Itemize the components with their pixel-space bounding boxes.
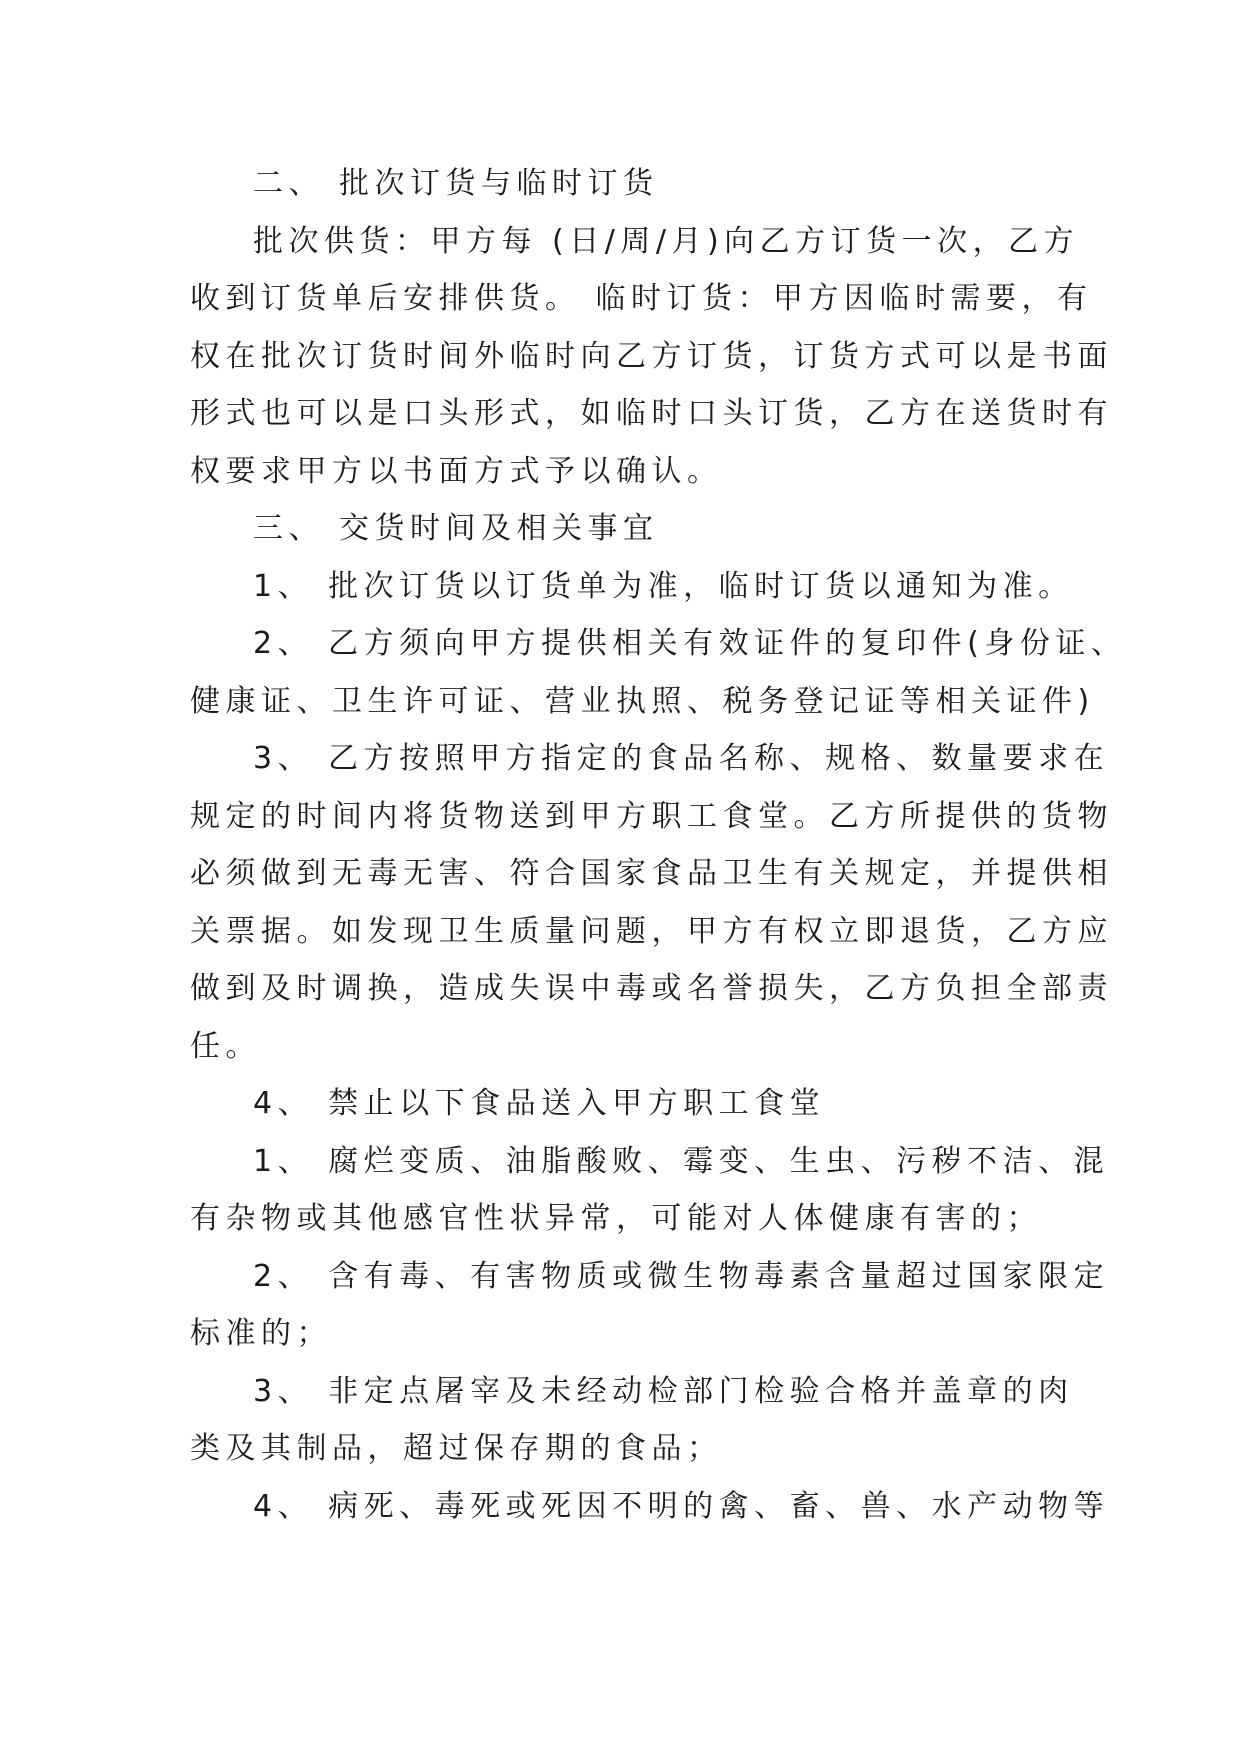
list-item-line: 3、 乙方按照甲方指定的食品名称、规格、数量要求在 [253,741,1110,776]
paragraph-line: 形式也可以是口头形式，如临时口头订货，乙方在送货时有 [190,396,1113,431]
paragraph-line: 任。 [190,1029,261,1064]
paragraph-line: 有杂物或其他感官性状异常，可能对人体健康有害的； [190,1201,1042,1236]
paragraph-line: 类及其制品，超过保存期的食品； [190,1431,723,1466]
paragraph-line: 规定的时间内将货物送到甲方职工食堂。乙方所提供的货物 [190,799,1113,834]
list-item-line: 2、 乙方须向甲方提供相关有效证件的复印件(身份证、 [253,626,1127,661]
paragraph-line: 关票据。如发现卫生质量问题，甲方有权立即退货，乙方应 [190,914,1113,949]
paragraph-line: 标准的； [190,1316,332,1351]
paragraph-line: 收到订货单后安排供货。 临时订货：甲方因临时需要，有 [190,281,1093,316]
paragraph-line: 健康证、卫生许可证、营业执照、税务登记证等相关证件) [190,684,1095,719]
list-item-line: 2、 含有毒、有害物质或微生物毒素含量超过国家限定 [253,1259,1110,1294]
list-item-line: 1、 批次订货以订货单为准，临时订货以通知为准。 [253,569,1074,604]
paragraph-line: 批次供货：甲方每 (日/周/月)向乙方订货一次，乙方 [253,224,1080,259]
paragraph-line: 必须做到无毒无害、符合国家食品卫生有关规定，并提供相 [190,856,1113,891]
list-item-line: 4、 禁止以下食品送入甲方职工食堂 [253,1086,826,1121]
list-item-line: 1、 腐烂变质、油脂酸败、霉变、生虫、污秽不洁、混 [253,1144,1110,1179]
paragraph-line: 权要求甲方以书面方式予以确认。 [190,454,723,489]
list-item-line: 4、 病死、毒死或死因不明的禽、畜、兽、水产动物等 [253,1489,1110,1524]
paragraph-line: 做到及时调换，造成失误中毒或名誉损失，乙方负担全部责 [190,971,1113,1006]
paragraph-line: 权在批次订货时间外临时向乙方订货，订货方式可以是书面 [190,339,1113,374]
section-heading-3: 三、 交货时间及相关事宜 [253,511,659,546]
section-heading-2: 二、 批次订货与临时订货 [253,166,659,201]
list-item-line: 3、 非定点屠宰及未经动检部门检验合格并盖章的肉 [253,1374,1074,1409]
